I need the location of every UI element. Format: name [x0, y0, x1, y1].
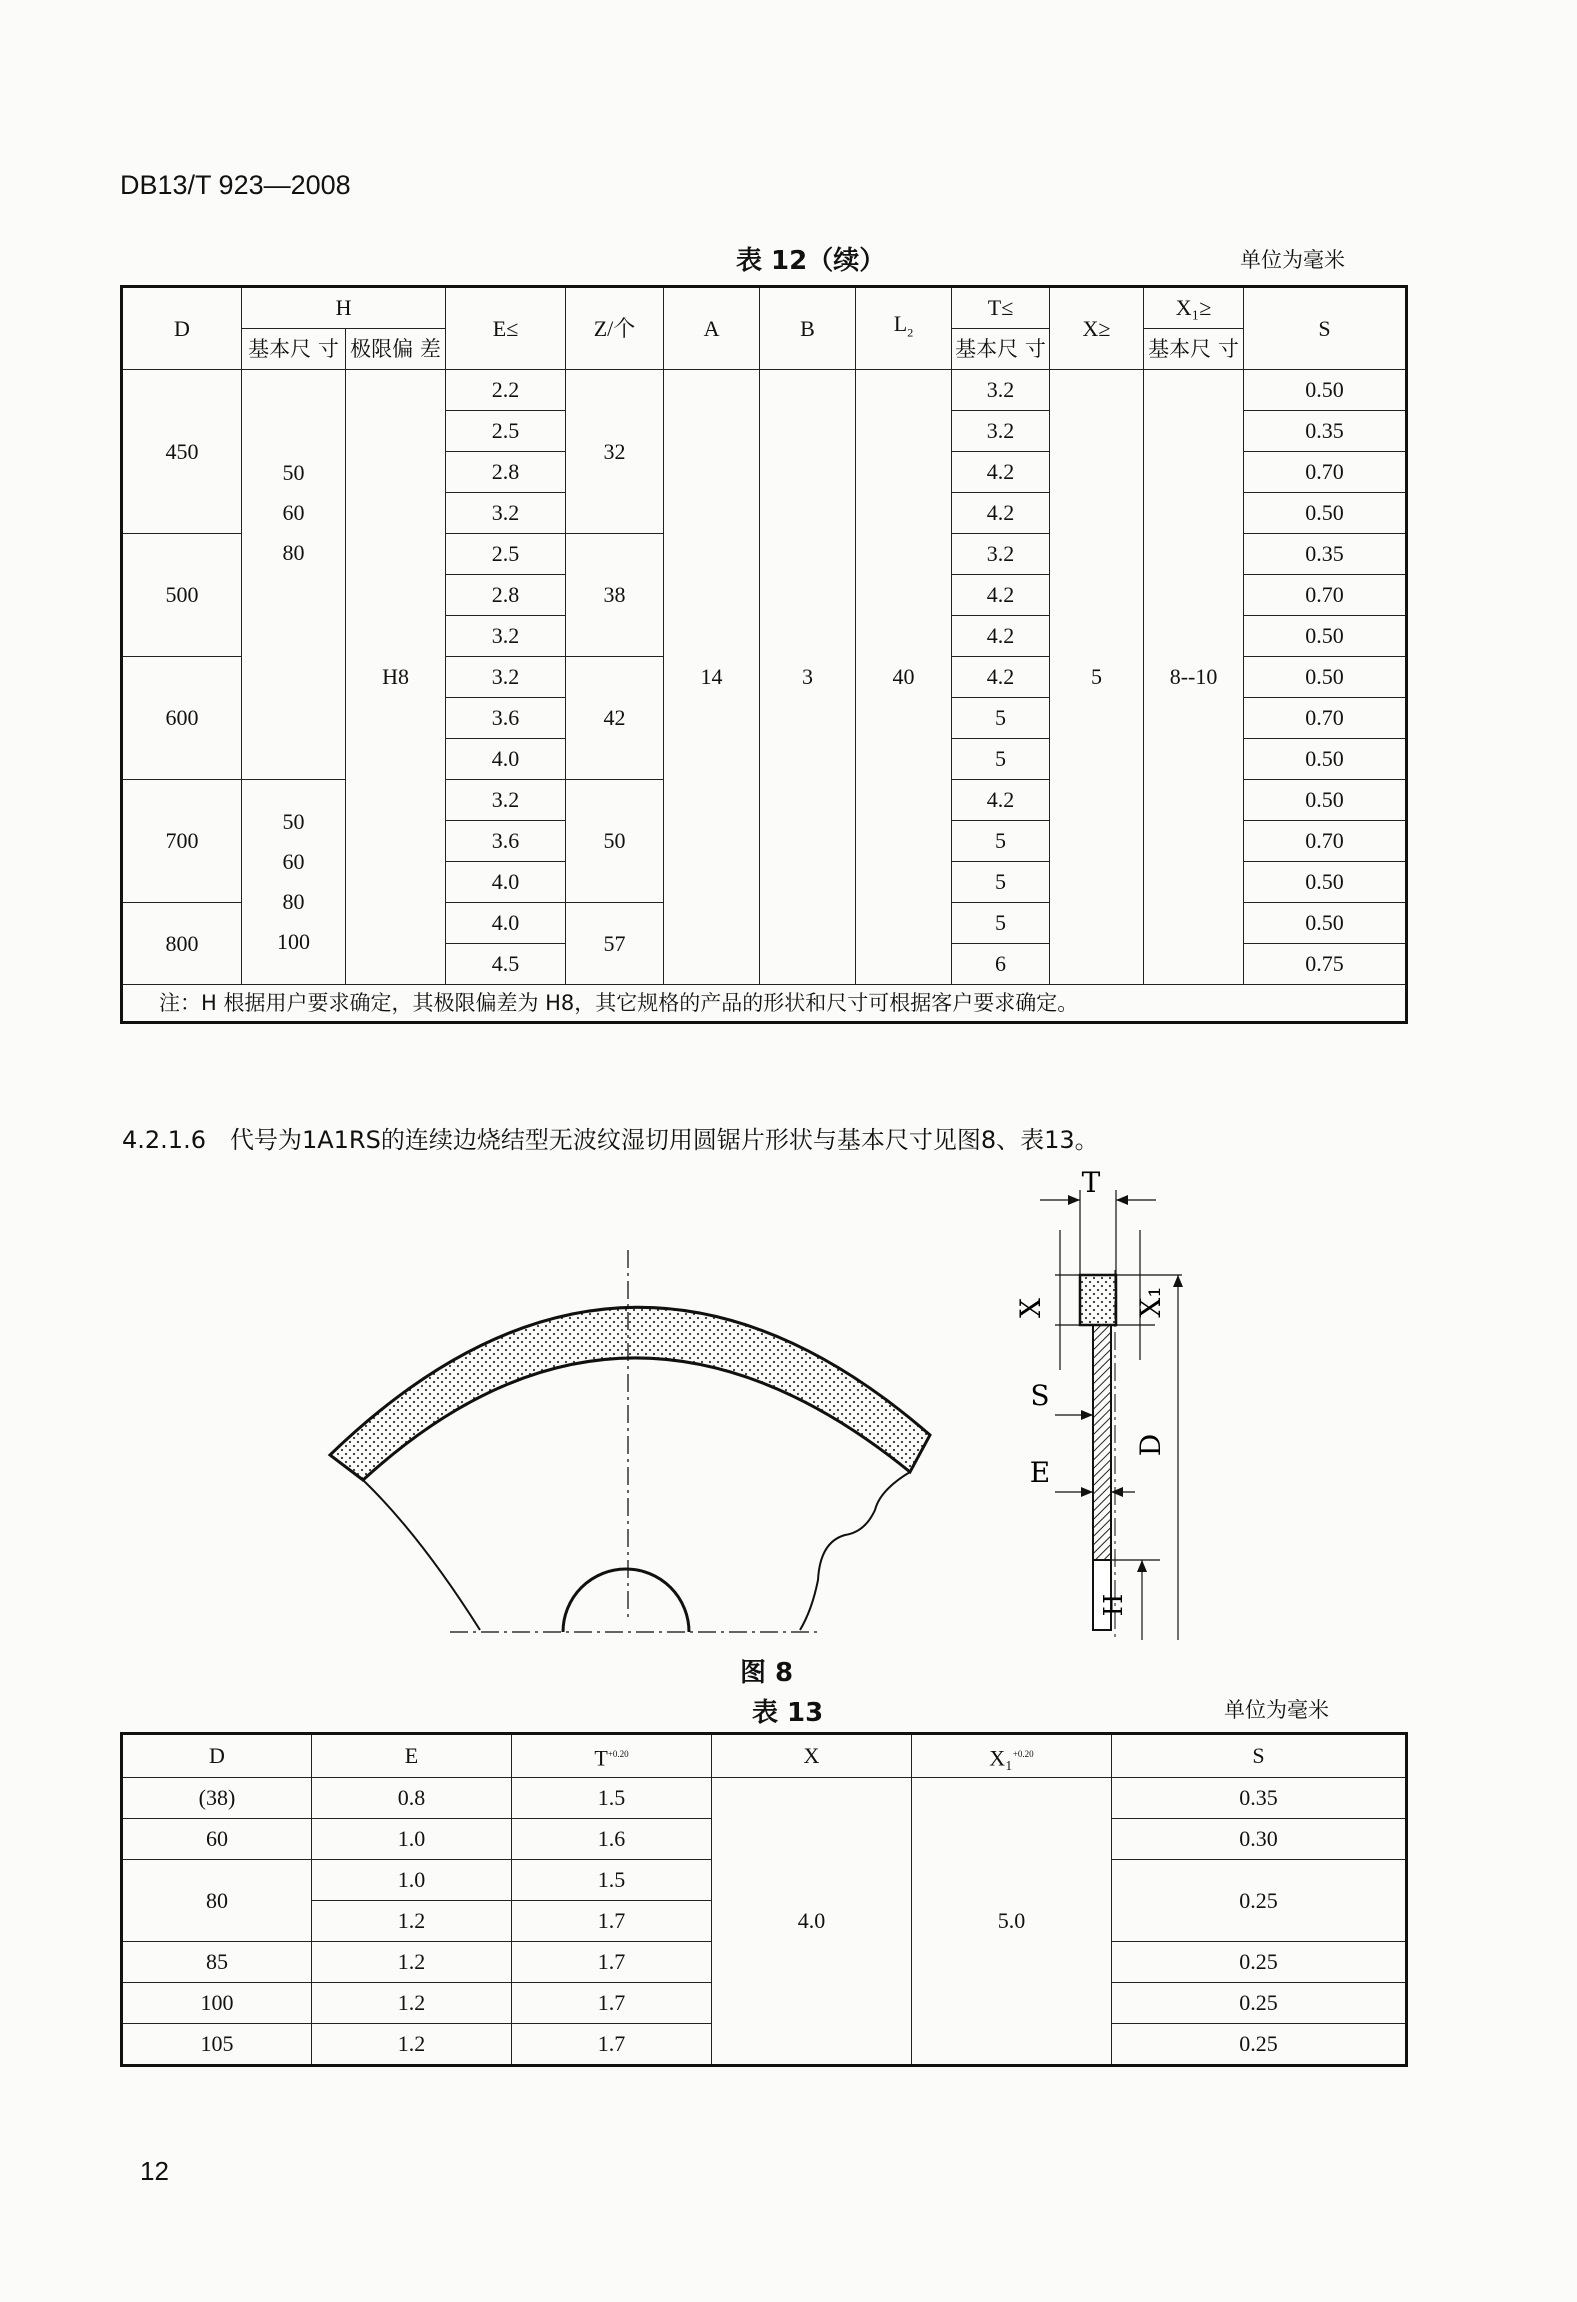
e-value: 3.2	[446, 657, 566, 698]
t-value: 4.2	[952, 575, 1050, 616]
label-S: S	[1030, 1379, 1050, 1412]
clause-4-2-1-6: 4.2.1.6 代号为1A1RS的连续边烧结型无波纹湿切用圆锯片形状与基本尺寸见图8、表13。	[122, 1126, 1099, 1154]
h-tolerance: H8	[346, 370, 446, 985]
t-value: 1.6	[512, 1819, 712, 1860]
label-D: D	[1134, 1433, 1167, 1457]
e-value: 2.2	[446, 370, 566, 411]
z-value: 50	[566, 780, 664, 903]
e-value: 1.2	[312, 1942, 512, 1983]
table12-caption: 表 12（续）	[736, 246, 886, 276]
d-value: 80	[122, 1860, 312, 1942]
e-value: 2.8	[446, 575, 566, 616]
table13-caption: 表 13	[752, 1698, 824, 1728]
t-value: 5	[952, 903, 1050, 944]
table12-note: 注：H 根据用户要求确定，其极限偏差为 H8，其它规格的产品的形状和尺寸可根据客户要求确定。	[122, 985, 1407, 1023]
e-value: 1.2	[312, 1983, 512, 2024]
t-value: 4.2	[952, 452, 1050, 493]
figure-8-drawing	[300, 1160, 1260, 1640]
z-value: 38	[566, 534, 664, 657]
table12-unit: 单位为毫米	[1240, 248, 1345, 272]
d-value: 60	[122, 1819, 312, 1860]
s-value: 0.50	[1244, 657, 1407, 698]
h-basic-value: 80	[282, 540, 305, 566]
l2-value: 40	[856, 370, 952, 985]
th-D: D	[122, 287, 242, 370]
t-value: 5	[952, 739, 1050, 780]
th-H: H	[242, 287, 446, 329]
x-value: 5	[1050, 370, 1144, 985]
h-basic-value: 60	[282, 849, 305, 874]
d-800: 800	[122, 903, 242, 985]
x1-value: 5.0	[912, 1778, 1112, 2066]
th-E: E≤	[446, 287, 566, 370]
cross-section-view	[1014, 1166, 1183, 1640]
table13-unit: 单位为毫米	[1224, 1698, 1329, 1722]
t-value: 1.5	[512, 1860, 712, 1901]
d-value: 85	[122, 1942, 312, 1983]
t-value: 3.2	[952, 534, 1050, 575]
s-value: 0.35	[1244, 534, 1407, 575]
s-value: 0.25	[1112, 2024, 1407, 2066]
e-value: 2.8	[446, 452, 566, 493]
e-value: 1.2	[312, 1901, 512, 1942]
t-value: 5	[952, 698, 1050, 739]
e-value: 3.2	[446, 616, 566, 657]
t-value: 4.2	[952, 493, 1050, 534]
label-T: T	[1081, 1166, 1101, 1199]
th-X1-tolerance: +0.20	[1012, 1749, 1034, 1759]
e-value: 3.2	[446, 493, 566, 534]
s-value: 0.75	[1244, 944, 1407, 985]
th-X1-basic: 基本尺 寸	[1144, 329, 1244, 370]
t-value: 5	[952, 862, 1050, 903]
th-D: D	[122, 1734, 312, 1778]
t-value: 1.7	[512, 1901, 712, 1942]
th-T-main: T	[594, 1745, 608, 1771]
h-basic-blank	[242, 657, 346, 780]
e-value: 1.0	[312, 1860, 512, 1901]
figure-8-caption: 图 8	[740, 1658, 794, 1688]
th-X: X	[712, 1734, 912, 1778]
th-T-basic: 基本尺 寸	[952, 329, 1050, 370]
s-value: 0.35	[1244, 411, 1407, 452]
th-T	[512, 1734, 712, 1778]
s-value: 0.50	[1244, 903, 1407, 944]
s-value: 0.25	[1112, 1942, 1407, 1983]
th-S: S	[1112, 1734, 1407, 1778]
th-X: X≥	[1050, 287, 1144, 370]
e-value: 4.0	[446, 739, 566, 780]
s-value: 0.25	[1112, 1860, 1407, 1942]
label-E: E	[1029, 1456, 1051, 1489]
th-E: E	[312, 1734, 512, 1778]
h-basic-group-1	[242, 370, 346, 657]
s-value: 0.35	[1112, 1778, 1407, 1819]
table-13	[120, 1732, 1408, 2067]
a-value: 14	[664, 370, 760, 985]
t-value: 5	[952, 821, 1050, 862]
th-Z: Z/个	[566, 287, 664, 370]
t-value: 4.2	[952, 657, 1050, 698]
th-S: S	[1244, 287, 1407, 370]
s-value: 0.70	[1244, 575, 1407, 616]
page-number: 12	[140, 2156, 169, 2186]
t-value: 4.2	[952, 616, 1050, 657]
th-T-tolerance: +0.20	[607, 1749, 629, 1759]
label-X: X	[1014, 1298, 1047, 1318]
h-basic-group-2	[242, 780, 346, 985]
s-value: 0.50	[1244, 616, 1407, 657]
d-600: 600	[122, 657, 242, 780]
d-value: 100	[122, 1983, 312, 2024]
d-450: 450	[122, 370, 242, 534]
th-H-basic: 基本尺 寸	[242, 329, 346, 370]
x-value: 4.0	[712, 1778, 912, 2066]
s-value: 0.70	[1244, 452, 1407, 493]
standard-number: DB13/T 923—2008	[120, 170, 351, 200]
h-basic-value: 60	[282, 500, 305, 526]
t-value: 3.2	[952, 411, 1050, 452]
d-500: 500	[122, 534, 242, 657]
th-T: T≤	[952, 287, 1050, 329]
th-L2-main: L	[893, 311, 908, 337]
t-value: 1.5	[512, 1778, 712, 1819]
th-B: B	[760, 287, 856, 370]
th-X1-main: X₁	[989, 1745, 1013, 1771]
s-value: 0.50	[1244, 780, 1407, 821]
b-value: 3	[760, 370, 856, 985]
h-basic-value: 100	[277, 929, 310, 954]
label-X1: X₁	[1134, 1286, 1167, 1318]
d-700: 700	[122, 780, 242, 903]
e-value: 2.5	[446, 534, 566, 575]
t-value: 4.2	[952, 780, 1050, 821]
s-value: 0.30	[1112, 1819, 1407, 1860]
label-H: H	[1099, 1593, 1129, 1617]
e-value: 1.2	[312, 2024, 512, 2066]
th-L2	[856, 287, 952, 370]
s-value: 0.50	[1244, 370, 1407, 411]
t-value: 1.7	[512, 2024, 712, 2066]
z-value: 42	[566, 657, 664, 780]
t-value: 1.7	[512, 1942, 712, 1983]
s-value: 0.25	[1112, 1983, 1407, 2024]
e-value: 4.5	[446, 944, 566, 985]
t-value: 6	[952, 944, 1050, 985]
e-value: 3.6	[446, 821, 566, 862]
saw-blade-sector	[330, 1250, 930, 1632]
t-value: 3.2	[952, 370, 1050, 411]
th-X1: X₁≥	[1144, 287, 1244, 329]
e-value: 4.0	[446, 862, 566, 903]
e-value: 1.0	[312, 1819, 512, 1860]
h-basic-value: 80	[282, 889, 305, 914]
s-value: 0.50	[1244, 739, 1407, 780]
s-value: 0.50	[1244, 493, 1407, 534]
e-value: 3.6	[446, 698, 566, 739]
h-basic-value: 50	[282, 809, 305, 834]
h-basic-value: 50	[282, 460, 305, 486]
z-value: 32	[566, 370, 664, 534]
th-X1	[912, 1734, 1112, 1778]
s-value: 0.70	[1244, 698, 1407, 739]
t-value: 1.7	[512, 1983, 712, 2024]
table-12	[120, 285, 1408, 1024]
x1-value: 8--10	[1144, 370, 1244, 985]
th-L2-sub: 2	[907, 325, 914, 340]
e-value: 2.5	[446, 411, 566, 452]
d-value: 105	[122, 2024, 312, 2066]
th-A: A	[664, 287, 760, 370]
th-H-tol: 极限偏 差	[346, 329, 446, 370]
d-value: (38)	[122, 1778, 312, 1819]
e-value: 0.8	[312, 1778, 512, 1819]
z-value: 57	[566, 903, 664, 985]
s-value: 0.50	[1244, 862, 1407, 903]
e-value: 4.0	[446, 903, 566, 944]
e-value: 3.2	[446, 780, 566, 821]
s-value: 0.70	[1244, 821, 1407, 862]
